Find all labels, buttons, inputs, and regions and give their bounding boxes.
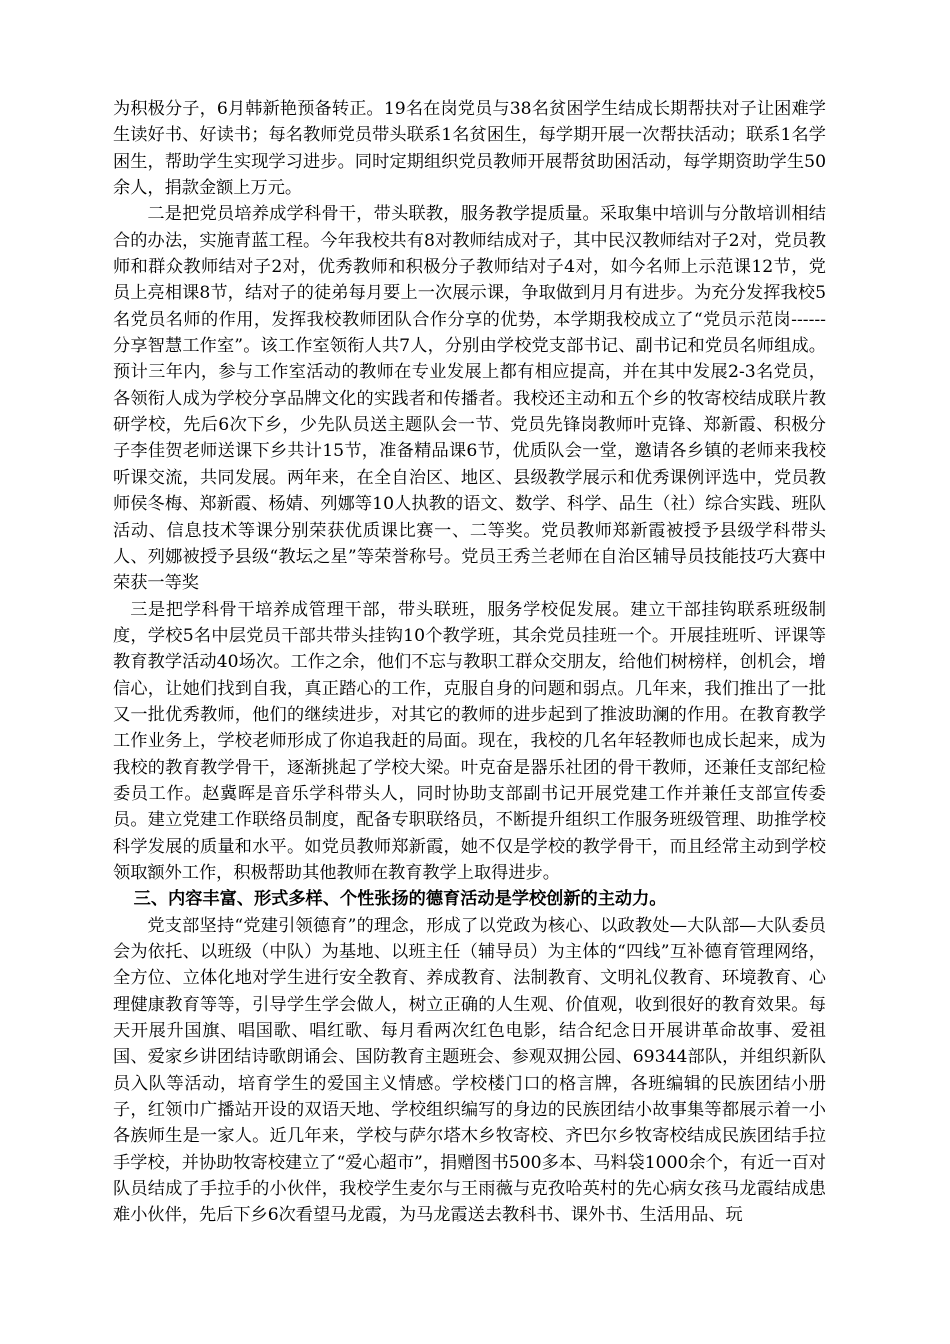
section-heading-moral-education: 三、内容丰富、形式多样、个性张扬的德育活动是学校创新的主动力。 [133,889,667,910]
document-body [113,96,826,1229]
paragraph-subject-backbone: 二是把党员培养成学科骨干，带头联教，服务教学提质量。采取集中培训与分散培训相结合的办法，实施青蓝工程。今年我校共有8对教师结成对子，其中民汉教师结对子2对，党员教师和群众教师结对子2对，优秀教师和积极分子教师结对子4对，如今名师上示范课12节，党员上亮相课8节，结对子的徒弟每月要上一次展示课，争取做到月月有进步。为充分发挥我校5名党员名师的作用，发挥我校教师团队合作分享的优势，本学期我校成立了“党员示范岗------分享智慧工作室”。该工作室领衔人共7人，分别由学校党支部书记、副书记和党员名师组成。预计三年内，参与工作室活动的教师在专业发展上都有相应提高，并在其中发展2-3名党员，各领衔人成为学校分享品牌文化的实践者和传播者。我校还主动和五个乡的牧寄校结成联片教研学校，先后6次下乡，少先队员送主题队会一节、党员先锋岗教师叶克锋、郑新霞、积极分子李佳贺老师送课下乡共计15节，准备精品课6节，优质队会一堂，邀请各乡镇的老师来我校听课交流，共同发展。两年来，在全自治区、地区、县级教学展示和优秀课例评选中，党员教师侯冬梅、郑新霞、杨婧、列娜等10人执教的语文、数学、科学、品生（社）综合实践、班队活动、信息技术等课分别荣获优质课比赛一、二等奖。党员教师郑新霞被授予县级学科带头人、列娜被授予县级“教坛之星”等荣誉称号。党员王秀兰老师在自治区辅导员技能技巧大赛中荣获一等奖 [113,204,826,594]
paragraph-poverty-assistance: 为积极分子，6月韩新艳预备转正。19名在岗党员与38名贫困学生结成长期帮扶对子让困难学生读好书、好读书；每名教师党员带头联系1名贫困生，每学期开展一次帮扶活动；联系1名学困生，帮助学生实现学习进步。同时定期组织党员教师开展帮贫助困活动，每学期资助学生50余人，捐款金额上万元。 [113,99,826,199]
paragraph-moral-education: 党支部坚持“党建引领德育”的理念，形成了以党政为核心、以政教处—大队部—大队委员会为依托、以班级（中队）为基地、以班主任（辅导员）为主体的“四线”互补德育管理网络，全方位、立体化地对学生进行安全教育、养成教育、法制教育、文明礼仪教育、环境教育、心理健康教育等等，引导学生学会做人，树立正确的人生观、价值观，收到很好的教育效果。每天开展升国旗、唱国歌、唱红歌、每月看两次红色电影，结合纪念日开展讲革命故事、爱祖国、爱家乡讲团结诗歌朗诵会、国防教育主题班会、参观双拥公园、69344部队，并组织新队员入队等活动，培育学生的爱国主义情感。学校楼门口的格言牌，各班编辑的民族团结小册子，红领巾广播站开设的双语天地、学校组织编写的身边的民族团结小故事集等都展示着一小各族师生是一家人。近几年来，学校与萨尔塔木乡牧寄校、齐巴尔乡牧寄校结成民族团结手拉手学校，并协助牧寄校建立了“爱心超市”，捐赠图书500多本、马料袋1000余个，有近一百对队员结成了手拉手的小伙伴，我校学生麦尔与王雨薇与克孜哈英村的先心病女孩马龙霞结成患难小伙伴，先后下乡6次看望马龙霞，为马龙霞送去教科书、课外书、生活用品、玩 [113,915,826,1226]
paragraph-management-cadres: 三是把学科骨干培养成管理干部，带头联班，服务学校促发展。建立干部挂钩联系班级制度，学校5名中层党员干部共带头挂钩10个教学班，其余党员挂班一个。开展挂班听、评课等教育教学活动40场次。工作之余，他们不忘与教职工群众交朋友，给他们树榜样，创机会，增信心，让她们找到自我，真正踏心的工作，克服自身的问题和弱点。几年来，我们推出了一批又一批优秀教师，他们的继续进步，对其它的教师的进步起到了推波助澜的作用。在教育教学工作业务上，学校老师形成了你追我赶的局面。现在，我校的几名年轻教师也成长起来，成为我校的教育教学骨干，逐渐挑起了学校大梁。叶克奋是器乐社团的骨干教师，还兼任支部纪检委员工作。赵冀晖是音乐学科带头人，同时协助支部副书记开展党建工作并兼任支部宣传委员。建立党建工作联络员制度，配备专职联络员，不断提升组织工作服务班级管理、助推学校科学发展的质量和水平。如党员教师郑新霞，她不仅是学校的教学骨干，而且经常主动到学校领取额外工作，积极帮助其他教师在教育教学上取得进步。 [113,599,826,883]
